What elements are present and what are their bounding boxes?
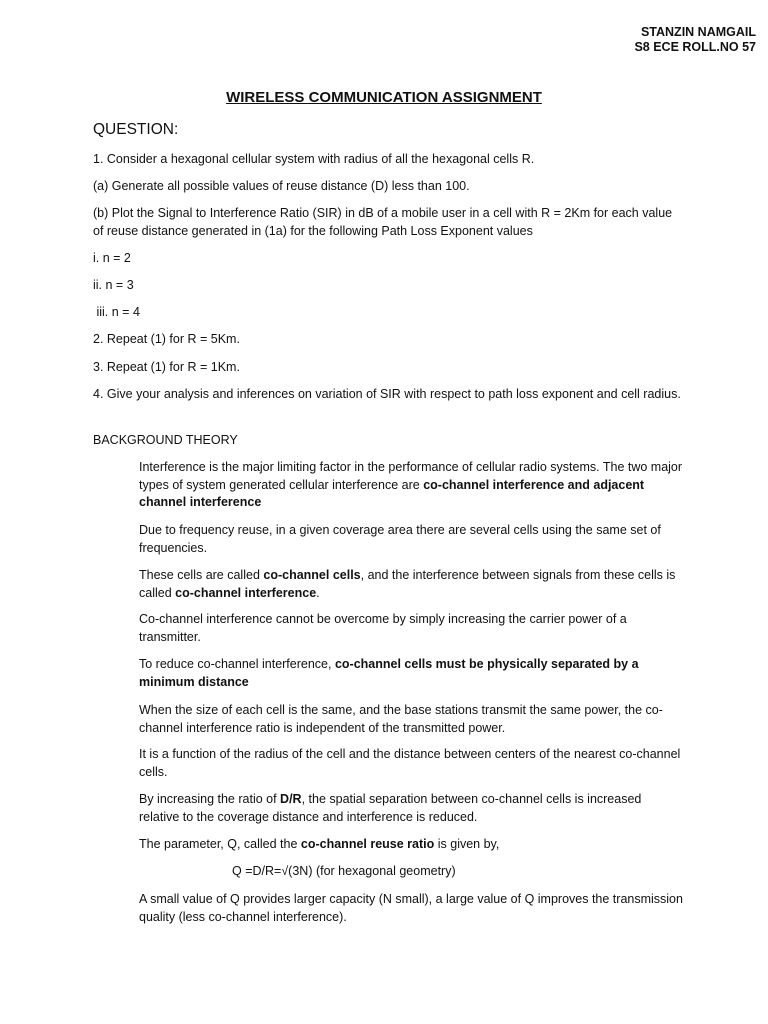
background-para-5: To reduce co-channel interference, co-channel cells must be physically separated by a minimum distance: [139, 657, 639, 689]
page-title: WIRELESS COMMUNICATION ASSIGNMENT: [226, 89, 542, 106]
background-para-2: Due to frequency reuse, in a given coverage area there are several cells using the same set of frequencies.: [139, 523, 661, 555]
background-para-6: When the size of each cell is the same, and the base stations transmit the same power, the co-channel interference ratio is independent of the transmitted power.: [139, 703, 663, 735]
background-para-10: A small value of Q provides larger capacity (N small), a large value of Q improves the transmission quality (less co-channel interference).: [139, 892, 683, 924]
background-heading: BACKGROUND THEORY: [93, 433, 238, 447]
question-label: QUESTION:: [93, 121, 179, 138]
background-para-7: It is a function of the radius of the cell and the distance between centers of the nearest co-channel cells.: [139, 747, 681, 779]
exponent-n2: i. n = 2: [93, 251, 131, 265]
background-para-9: The parameter, Q, called the co-channel reuse ratio is given by,: [139, 837, 500, 851]
background-para-1: Interference is the major limiting factor in the performance of cellular radio systems. The two major types of system generated cellular interference are co-channel interference and adjacent channel interference: [139, 460, 683, 509]
question-3: 3. Repeat (1) for R = 1Km.: [93, 360, 240, 374]
exponent-n4: iii. n = 4: [93, 305, 140, 319]
question-1: 1. Consider a hexagonal cellular system with radius of all the hexagonal cells R.: [93, 152, 535, 166]
question-2: 2. Repeat (1) for R = 5Km.: [93, 332, 240, 346]
background-para-8: By increasing the ratio of D/R, the spatial separation between co-channel cells is increased relative to the coverage distance and interference is reduced.: [139, 792, 642, 824]
author-class-roll: S8 ECE ROLL.NO 57: [634, 40, 756, 54]
question-1b: (b) Plot the Signal to Interference Ratio (SIR) in dB of a mobile user in a cell with R = 2Km for each value of reuse distance generated in (1a) for the following Path Loss Exponent values: [93, 206, 673, 238]
exponent-n3: ii. n = 3: [93, 278, 134, 292]
reuse-ratio-formula: Q =D/R=√(3N) (for hexagonal geometry): [232, 864, 456, 878]
author-name: STANZIN NAMGAIL: [640, 25, 756, 39]
question-1a: (a) Generate all possible values of reuse distance (D) less than 100.: [93, 179, 470, 193]
background-para-4: Co-channel interference cannot be overcome by simply increasing the carrier power of a transmitter.: [139, 612, 627, 644]
question-4: 4. Give your analysis and inferences on variation of SIR with respect to path loss exponent and cell radius.: [93, 387, 681, 401]
author-header: [634, 25, 756, 55]
background-para-3: These cells are called co-channel cells, and the interference between signals from these cells is called co-channel interference.: [139, 568, 676, 600]
